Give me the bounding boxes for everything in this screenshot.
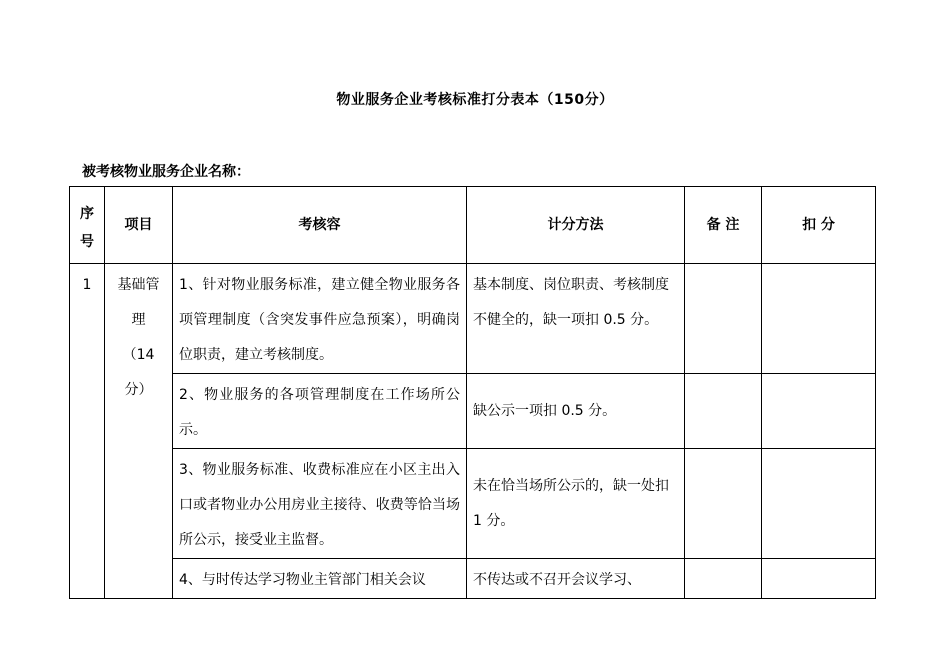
header-deduct: 扣 分 [762, 187, 876, 264]
remark-cell[interactable] [685, 264, 762, 374]
content-cell: 1、针对物业服务标准，建立健全物业服务各项管理制度（含突发事件应急预案），明确岗位职责，建立考核制度。 [173, 264, 467, 374]
deduct-cell[interactable] [762, 559, 876, 599]
table-row [70, 559, 876, 599]
scoring-table [69, 186, 876, 599]
row-seq-cell: 1 [70, 264, 105, 599]
method-cell: 未在恰当场所公示的，缺一处扣 1 分。 [467, 449, 685, 559]
row-project-cell: 基础管 理 （14 分） [105, 264, 173, 599]
remark-cell[interactable] [685, 559, 762, 599]
method-cell: 不传达或不召开会议学习、 [467, 559, 685, 599]
header-project: 项目 [105, 187, 173, 264]
deduct-cell[interactable] [762, 449, 876, 559]
header-method: 计分方法 [467, 187, 685, 264]
page-title: 物业服务企业考核标准打分表本（150分） [336, 92, 614, 108]
table-header-row [70, 187, 876, 264]
content-cell: 3、物业服务标准、收费标准应在小区主出入口或者物业办公用房业主接待、收费等恰当场所公示，接受业主监督。 [173, 449, 467, 559]
header-content: 考核容 [173, 187, 467, 264]
company-name-label: 被考核物业服务企业名称： [82, 164, 250, 180]
method-cell: 缺公示一项扣 0.5 分。 [467, 374, 685, 449]
content-cell: 2、物业服务的各项管理制度在工作场所公示。 [173, 374, 467, 449]
deduct-cell[interactable] [762, 264, 876, 374]
table-row [70, 264, 876, 374]
method-cell: 基本制度、岗位职责、考核制度不健全的，缺一项扣 0.5 分。 [467, 264, 685, 374]
header-remark: 备 注 [685, 187, 762, 264]
remark-cell[interactable] [685, 374, 762, 449]
content-cell: 4、与时传达学习物业主管部门相关会议 [173, 559, 467, 599]
table-row [70, 374, 876, 449]
remark-cell[interactable] [685, 449, 762, 559]
header-seq: 序 号 [70, 187, 105, 264]
deduct-cell[interactable] [762, 374, 876, 449]
table-row [70, 449, 876, 559]
